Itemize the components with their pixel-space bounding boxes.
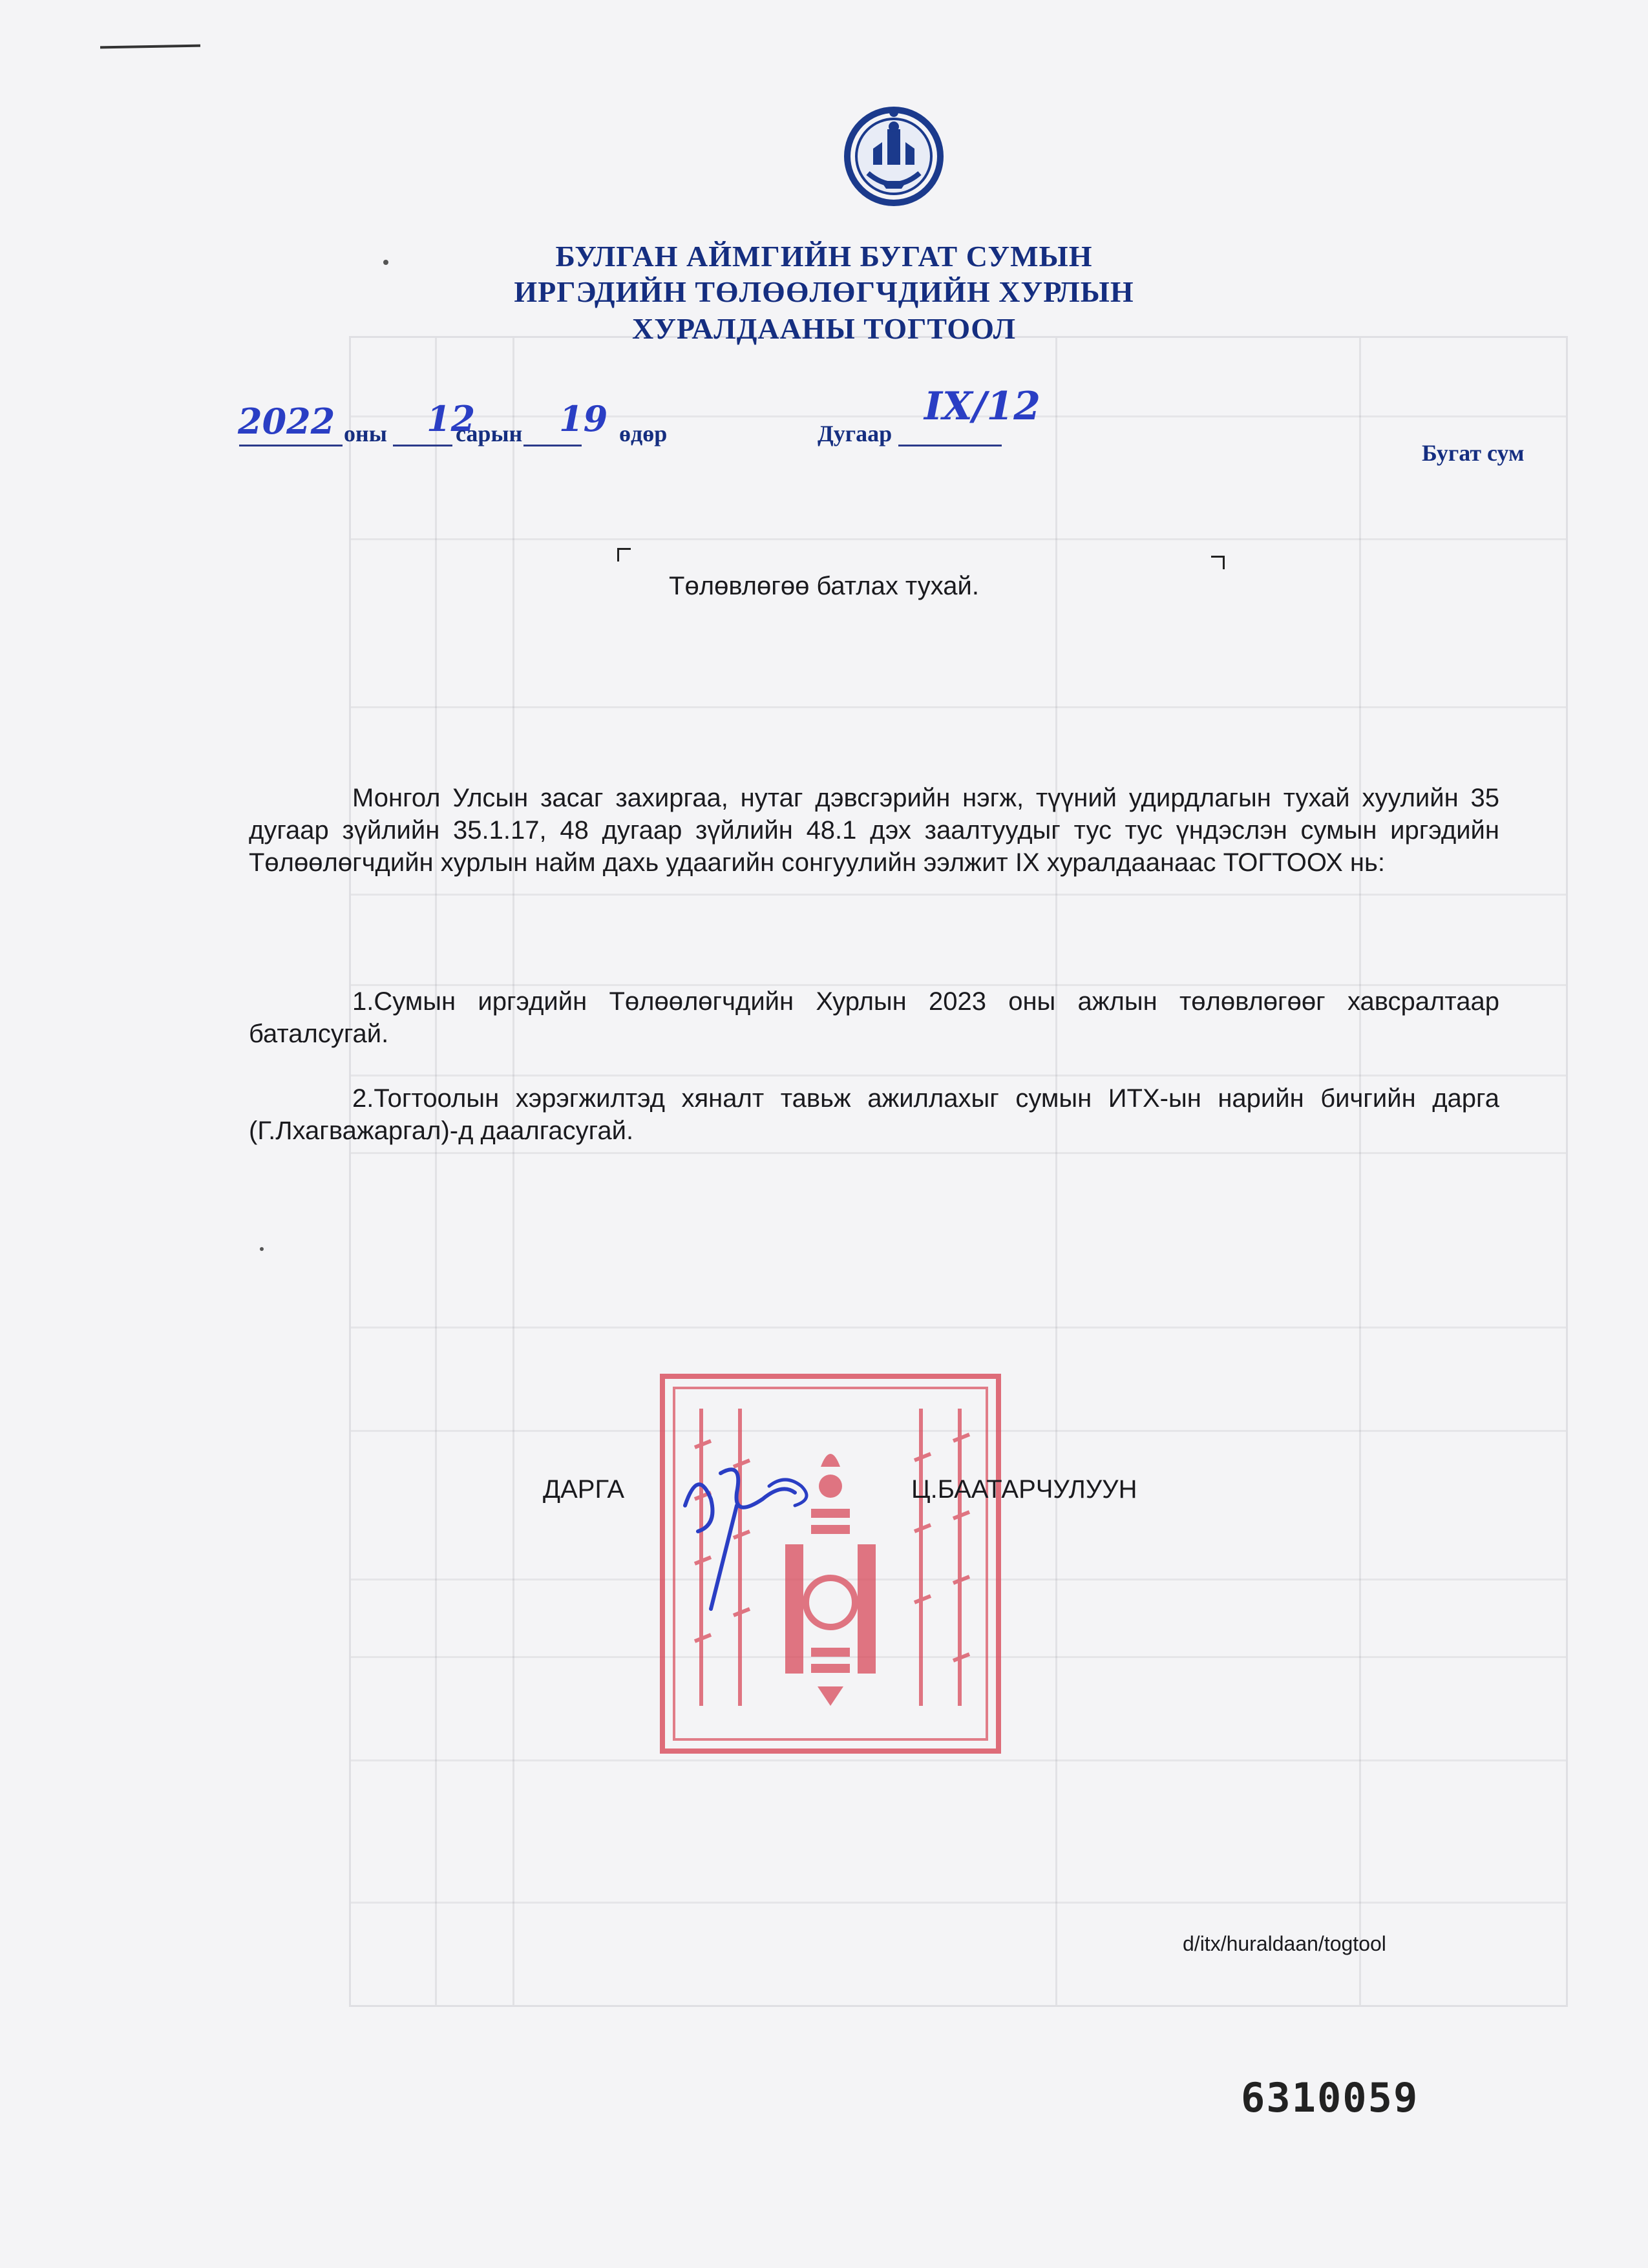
resolution-item-1: 1.Сумын иргэдийн Төлөөлөгчдийн Хурлын 2023 оны ажлын төлөвлөгөөг хавсралтаар баталсугай.: [249, 987, 1499, 1048]
state-emblem-icon: [842, 103, 945, 207]
number-handwritten: IX/12: [924, 384, 1041, 429]
year-label: оны: [344, 421, 387, 446]
scan-speck: [260, 1247, 264, 1251]
header-line-3: ХУРАЛДААНЫ ТОГТООЛ: [632, 312, 1016, 345]
day-handwritten: 19: [559, 398, 608, 439]
title-bracket-left: [617, 548, 631, 562]
date-number-line: [233, 384, 1551, 466]
day-label: өдөр: [619, 421, 668, 446]
resolution-item-2: 2.Тогтоолын хэрэгжилтэд хяналт тавьж ажиллахыг сумын ИТХ-ын нарийн бичгийн дарга (Г.Лхагважаргал)-д даалгасугай.: [249, 1084, 1499, 1145]
document-serial-number: 6310059: [1241, 2074, 1419, 2121]
handwritten-signature: [672, 1447, 840, 1615]
signatory-name: Ц.БААТАРЧУЛУУН: [911, 1475, 1137, 1504]
year-handwritten: 2022: [238, 401, 335, 442]
month-label: сарын: [456, 421, 523, 446]
signatory-role: ДАРГА: [543, 1475, 625, 1504]
header-line-1: БУЛГАН АЙМГИЙН БУГАТ СУМЫН: [555, 240, 1093, 273]
document-reference-path: d/itx/huraldaan/togtool: [1183, 1932, 1386, 1955]
header-line-2: ИРГЭДИЙН ТӨЛӨӨЛӨГЧДИЙН ХУРЛЫН: [514, 275, 1134, 308]
document-title: Төлөвлөгөө батлах тухай.: [669, 572, 979, 600]
scan-mark: [100, 45, 200, 49]
place-label: Бугат сум: [1422, 440, 1525, 466]
title-bracket-right: [1211, 556, 1225, 569]
number-label: Дугаар: [818, 421, 893, 446]
preamble-paragraph: Монгол Улсын засаг захиргаа, нутаг дэвсгэрийн нэгж, түүний удирдлагын тухай хуулийн 35 дугаар зүйлийн 35.1.17, 48 дугаар зүйлийн 48.1 дэх заалтуудыг тус тус үндэслэн сумын иргэдийн Төлөөлөгчдийн хурлын найм дахь удаагийн сонгуулийн ээлжит IX хуралдаанаас ТОГТООХ нь:: [249, 784, 1499, 877]
month-handwritten: 12: [427, 398, 476, 439]
